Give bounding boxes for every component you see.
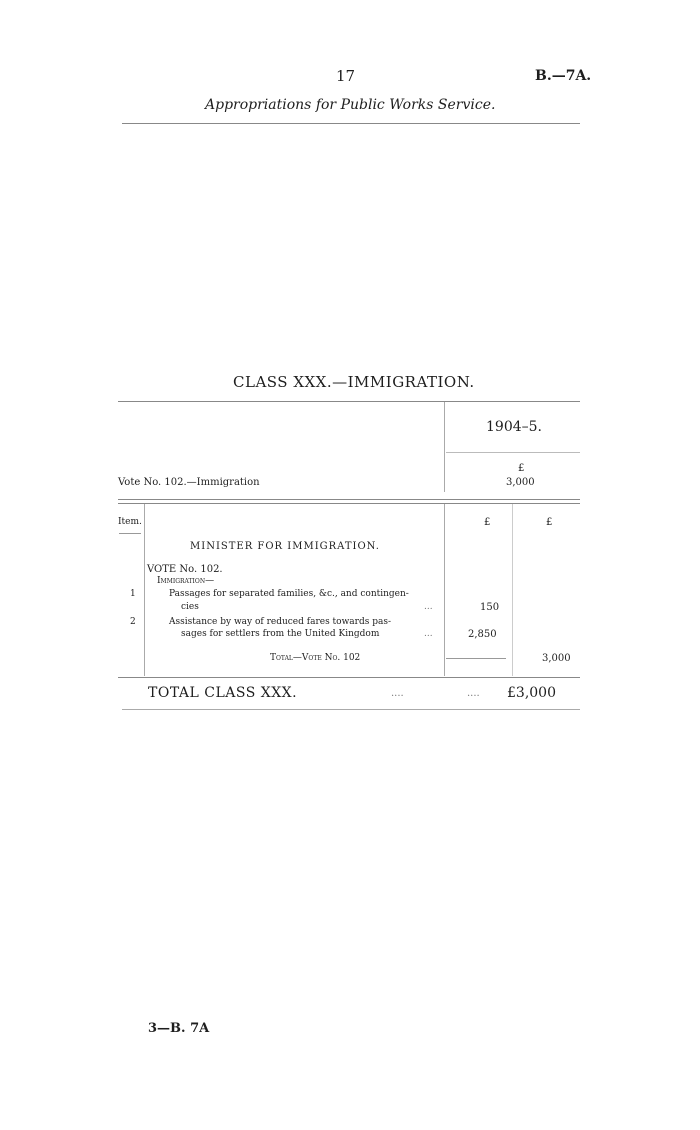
item-description-line: cies [181, 602, 199, 612]
year-header: 1904–5. [486, 419, 542, 435]
page-number: 17 [336, 67, 356, 85]
footer-signature: 3—B. 7A [148, 1021, 210, 1036]
currency-right: £ [546, 517, 553, 528]
summary-currency: £ [518, 463, 525, 474]
item-number: 2 [130, 617, 136, 627]
summary-column-divider [444, 402, 445, 492]
grand-total-rule [122, 709, 580, 710]
running-title: Appropriations for Public Works Service. [205, 97, 496, 113]
detail-top-rule [118, 503, 580, 504]
item-description-line: Passages for separated families, &c., and contingen- [169, 589, 409, 599]
item-number: 1 [130, 589, 136, 599]
leader-dots: .... [467, 688, 480, 699]
item-amount: 2,850 [468, 629, 497, 640]
vote-amount: 3,000 [506, 477, 535, 488]
vote-total-label: Total—Vote No. 102 [270, 653, 361, 663]
year-header-rule [446, 452, 580, 453]
item-description-line: sages for settlers from the United Kingdom [181, 629, 380, 639]
amount-split-divider [512, 504, 513, 676]
detail-bottom-rule [118, 677, 580, 678]
leader-dots: ... [424, 629, 433, 639]
vote-heading: VOTE No. 102. [147, 564, 223, 575]
amount-column-divider [444, 504, 445, 676]
leader-dots: ... [424, 602, 433, 612]
class-title: CLASS XXX.—IMMIGRATION. [233, 373, 475, 391]
header-rule [122, 123, 580, 124]
sub-heading: Immigration— [157, 576, 215, 586]
item-column-divider [144, 504, 145, 676]
vote-total-amount: 3,000 [542, 653, 571, 664]
item-header: Item. [118, 517, 142, 527]
document-reference: B.—7A. [535, 68, 592, 84]
currency-left: £ [484, 517, 491, 528]
subtotal-rule [446, 658, 506, 659]
summary-top-rule [118, 401, 580, 402]
item-description-line: Assistance by way of reduced fares towards pas- [169, 617, 391, 627]
grand-total-amount: £3,000 [507, 685, 556, 701]
section-heading: MINISTER FOR IMMIGRATION. [190, 541, 380, 552]
vote-label: Vote No. 102.—Immigration [118, 477, 260, 488]
grand-total-label: TOTAL CLASS XXX. [148, 685, 298, 701]
item-amount: 150 [480, 602, 500, 613]
summary-bottom-rule [118, 499, 580, 500]
item-header-rule [119, 533, 141, 534]
leader-dots: .... [391, 688, 404, 699]
